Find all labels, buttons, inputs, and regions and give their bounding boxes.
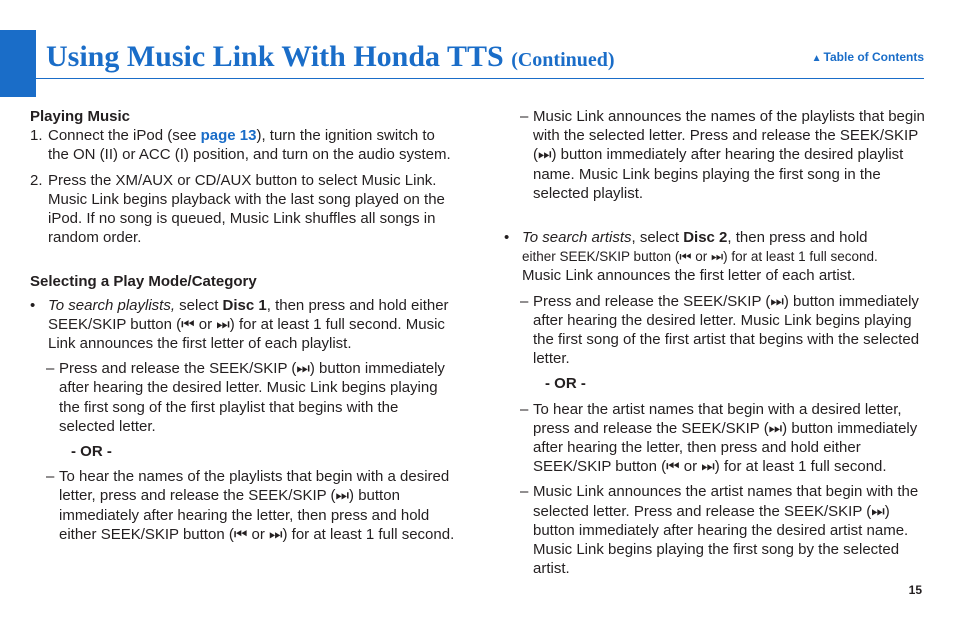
dash-item-3 <box>500 107 925 203</box>
or-separator-1: - OR - <box>71 443 112 461</box>
page-number: 15 <box>908 583 922 597</box>
step-1-text-a: Connect the iPod (see <box>48 127 201 145</box>
dash-item-4-text: Press and release the SEEK/SKIP (⏭) button immediately after hearing the desired letter. Music Link begins playing the first song of the first artist that begins with the selected letter. <box>533 292 920 368</box>
bullet-artists-text-b: , then press and hold <box>727 229 868 247</box>
dash-item-1 <box>30 359 455 436</box>
dash-icon: – <box>46 360 55 378</box>
heading-playing-music: Playing Music <box>30 108 131 125</box>
bullet-artists-italic: To search artists <box>522 229 632 247</box>
dash-icon: – <box>520 483 529 501</box>
bullet-artists <box>500 228 925 286</box>
dash-item-6-text: Music Link announces the artist names that begin with the selected letter. Press and release the SEEK/SKIP (⏭) button immediately after hearing the desired artist name. Music Link begins playing the first song by the selected artist. <box>533 483 919 578</box>
dash-icon: – <box>520 292 529 310</box>
step-1 <box>30 126 455 164</box>
bullet-playlists-text-a: select <box>175 296 223 314</box>
dash-icon: – <box>520 108 529 125</box>
step-1-number: 1. <box>30 127 43 145</box>
toc-link-label: Table of Contents <box>823 50 924 64</box>
right-column <box>500 107 925 578</box>
dash-item-2-text: To hear the names of the playlists that begin with a desired letter, press and release the SEEK/SKIP (⏭) button immediately after hearing the letter, then press and hold either SEEK/SKIP button (⏮ or ⏭) for at least 1 full second. <box>59 468 455 543</box>
dash-item-1-text: Press and release the SEEK/SKIP (⏭) button immediately after hearing the desired letter. Music Link begins playing the first song of the first playlist that begins with the selected letter. <box>59 360 445 435</box>
section-tab-block <box>0 30 36 97</box>
page-title-continued: (Continued) <box>511 49 615 71</box>
disc-2-label: Disc 2 <box>683 229 728 247</box>
dash-item-5-text: To hear the artist names that begin with a desired letter, press and release the SEEK/SKIP (⏭) button immediately after hearing the letter, then press and hold either SEEK/SKIP button (⏮ or ⏭) for at least 1 full second. <box>533 400 918 476</box>
dash-item-4 <box>500 292 925 369</box>
bullet-artists-text-small: either SEEK/SKIP button (⏮ or ⏭) for at least 1 full second. <box>522 249 878 265</box>
disc-1-label: Disc 1 <box>222 296 267 314</box>
bullet-artists-text-c: Music Link announces the first letter of each artist. <box>522 267 856 285</box>
page-title <box>46 40 615 74</box>
heading-play-mode: Selecting a Play Mode/Category <box>30 273 257 291</box>
step-2-text: Press the XM/AUX or CD/AUX button to select Music Link. Music Link begins playback with the last song played on the iPod. If no song is queued, Music Link shuffles all songs in random order. <box>48 171 445 247</box>
bullet-icon: • <box>504 229 510 247</box>
dash-item-3-text: Music Link announces the names of the playlists that begin with the selected letter. Press and release the SEEK/SKIP (⏭) button immediately after hearing the desired playlist name. Music Link begins playing the first song in the selected playlist. <box>533 108 925 202</box>
dash-item-5 <box>500 400 925 477</box>
bullet-playlists <box>30 296 455 354</box>
dash-item-6 <box>500 482 925 578</box>
page-13-link[interactable]: page 13 <box>200 127 257 145</box>
triangle-up-icon: ▲ <box>811 53 822 64</box>
dash-item-2 <box>30 467 455 544</box>
step-2 <box>30 171 455 248</box>
dash-icon: – <box>46 468 55 486</box>
header-rule <box>36 78 924 79</box>
left-column <box>30 107 455 544</box>
step-2-number: 2. <box>30 171 43 189</box>
bullet-artists-text-a: , select <box>631 229 684 247</box>
table-of-contents-link[interactable] <box>812 50 924 64</box>
or-separator-2: - OR - <box>545 375 586 393</box>
step-1-text-b: ), turn the ignition switch to the ON (II) or ACC (I) position, and turn on the audio system. <box>48 127 451 164</box>
bullet-icon: • <box>30 296 36 314</box>
page-title-main: Using Music Link With Honda TTS <box>46 40 512 73</box>
bullet-playlists-text-b: , then press and hold either SEEK/SKIP button (⏮ or ⏭) for at least 1 full second. Music Link announces the first letter of each playlist. <box>48 296 449 353</box>
bullet-playlists-italic: To search playlists, <box>48 296 176 314</box>
dash-icon: – <box>520 400 529 418</box>
